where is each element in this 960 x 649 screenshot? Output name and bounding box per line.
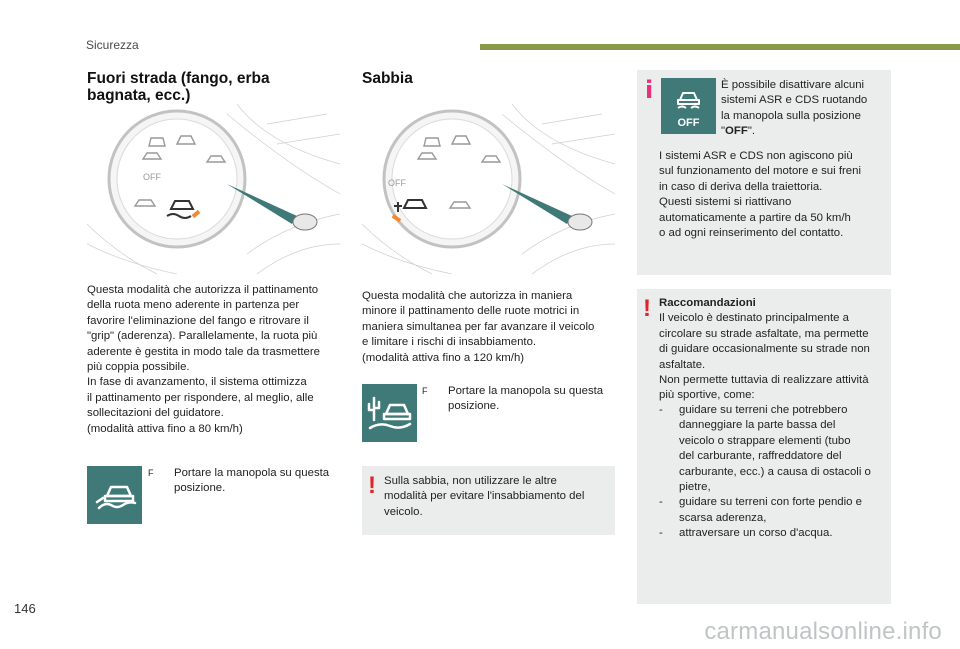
list-item: [659, 403, 889, 495]
list-item: [659, 526, 889, 541]
info-body-line: automaticamente a partire da 50 km/h: [659, 211, 851, 224]
left-title: [87, 70, 347, 104]
middle-body-line: maniera simultanea per far avanzare il veicolo: [362, 320, 595, 333]
left-body-line: aderente è gestita in modo tale da trasmettere: [87, 345, 321, 358]
left-body: [87, 283, 347, 437]
section-label: Sicurezza: [86, 38, 139, 52]
watermark: carmanualsonline.info: [704, 618, 942, 645]
list-dash: -: [659, 404, 663, 416]
sand-warning-line: Sulla sabbia, non utilizzare le altre: [384, 475, 557, 487]
info-body-line: I sistemi ASR e CDS non agiscono più: [659, 150, 853, 162]
rec-body-line: circolare su strade asfaltate, ma permette: [659, 327, 869, 340]
left-title-line2: bagnata, ecc.): [87, 87, 191, 104]
list-item-line: pietre,: [679, 481, 711, 494]
off-mode-icon: [661, 78, 716, 134]
sand-warning-line: veicolo.: [384, 505, 423, 518]
left-body-line: In fase di avanzamento, il sistema ottimizza: [87, 376, 307, 389]
list-item-line: scarsa aderenza,: [679, 511, 767, 524]
info-box: [637, 70, 891, 275]
header-accent-bar: [480, 44, 960, 50]
sand-warning-line: modalità per evitare l'insabbiamento del: [384, 490, 585, 503]
left-body-line: (modalità attiva fino a 80 km/h): [87, 422, 243, 435]
info-top-line: sistemi ASR e CDS ruotando: [721, 94, 868, 107]
left-dial-illustration: [87, 104, 340, 274]
middle-title: Sabbia: [362, 70, 413, 87]
off-icon-label: OFF: [677, 117, 700, 129]
info-top-line: la manopola sulla posizione: [721, 109, 861, 122]
middle-body-line: e limitare i rischi di insabbiamento.: [362, 336, 537, 349]
middle-step-bullet: F: [422, 386, 428, 396]
middle-step: [422, 384, 622, 424]
left-dial-off-label: OFF: [143, 172, 161, 182]
list-dash: -: [659, 527, 663, 540]
middle-step-line: posizione.: [448, 400, 500, 413]
warning-icon: !: [643, 295, 651, 322]
list-item: [659, 495, 889, 526]
rec-body-line: Il veicolo è destinato principalmente a: [659, 312, 849, 325]
info-body-line: Questi sistemi si riattivano: [659, 196, 792, 209]
info-icon: i: [645, 76, 654, 104]
list-item-line: del carburante, raffreddatore del: [679, 450, 842, 463]
middle-dial-off-label: OFF: [388, 178, 406, 188]
left-body-line: più coppia possibile.: [87, 361, 190, 374]
rec-body-line: Non permette tuttavia di realizzare attività: [659, 374, 869, 387]
info-body-line: o ad ogni reinserimento del contatto.: [659, 227, 844, 240]
left-body-line: della ruota meno aderente in partenza per: [87, 299, 300, 312]
sand-warning-box: [362, 466, 615, 535]
list-item-line: guidare su terreni con forte pendio e: [679, 496, 863, 509]
left-title-line1: Fuori strada (fango, erba: [87, 70, 270, 87]
list-item-line: guidare su terreni che potrebbero: [679, 404, 848, 416]
middle-body-line: minore il pattinamento delle ruote motrici in: [362, 305, 580, 318]
info-body-line: in caso di deriva della traiettoria.: [659, 180, 823, 193]
list-item-line: attraversare un corso d'acqua.: [679, 527, 833, 540]
info-quote-close: ".: [747, 125, 756, 138]
list-item-line: veicolo o strappare elementi (tubo: [679, 434, 851, 447]
info-body-line: sul funzionamento del motore e sui freni: [659, 165, 861, 178]
list-item-line: carburante, ecc.) a causa di ostacoli o: [679, 465, 871, 478]
middle-body: [362, 289, 622, 366]
info-top-line-last: [721, 124, 889, 139]
info-quote-open: ": [721, 125, 726, 138]
middle-body-line: (modalità attiva fino a 120 km/h): [362, 351, 525, 364]
info-off-word: OFF: [725, 125, 748, 138]
rec-body-line: più sportive, come:: [659, 389, 755, 402]
warning-icon: !: [368, 472, 376, 499]
list-dash: -: [659, 496, 663, 509]
list-item-line: danneggiare la parte bassa del: [679, 419, 836, 432]
left-body-line: il pattinamento per rispondere, al meglio, alle: [87, 391, 314, 404]
left-step-line: posizione.: [174, 482, 226, 495]
rec-list: [659, 403, 889, 542]
rec-body-line: asfaltate.: [659, 358, 706, 371]
recommendations-box: [637, 289, 891, 604]
left-body-line: sollecitazioni del guidatore.: [87, 407, 224, 420]
mud-grass-mode-icon: [87, 466, 142, 524]
left-step-line: Portare la manopola su questa: [174, 467, 330, 479]
sand-mode-icon: [362, 384, 417, 442]
middle-body-line: Questa modalità che autorizza in maniera: [362, 290, 573, 302]
left-step-bullet: F: [148, 468, 154, 478]
left-body-line: "grip" (aderenza). Parallelamente, la ruota più: [87, 330, 318, 343]
middle-step-line: Portare la manopola su questa: [448, 385, 604, 397]
info-top-line: È possibile disattivare alcuni: [721, 79, 865, 91]
left-step: [148, 466, 348, 506]
rec-body-line: di guidare occasionalmente su strade non: [659, 343, 870, 356]
left-body-line: Questa modalità che autorizza il pattinamento: [87, 284, 319, 296]
recommendations-title: Raccomandazioni: [659, 297, 756, 309]
page-number: 146: [14, 601, 36, 616]
middle-dial-illustration: [362, 104, 615, 274]
left-body-line: favorire l'eliminazione del fango e ritrovare il: [87, 314, 309, 327]
